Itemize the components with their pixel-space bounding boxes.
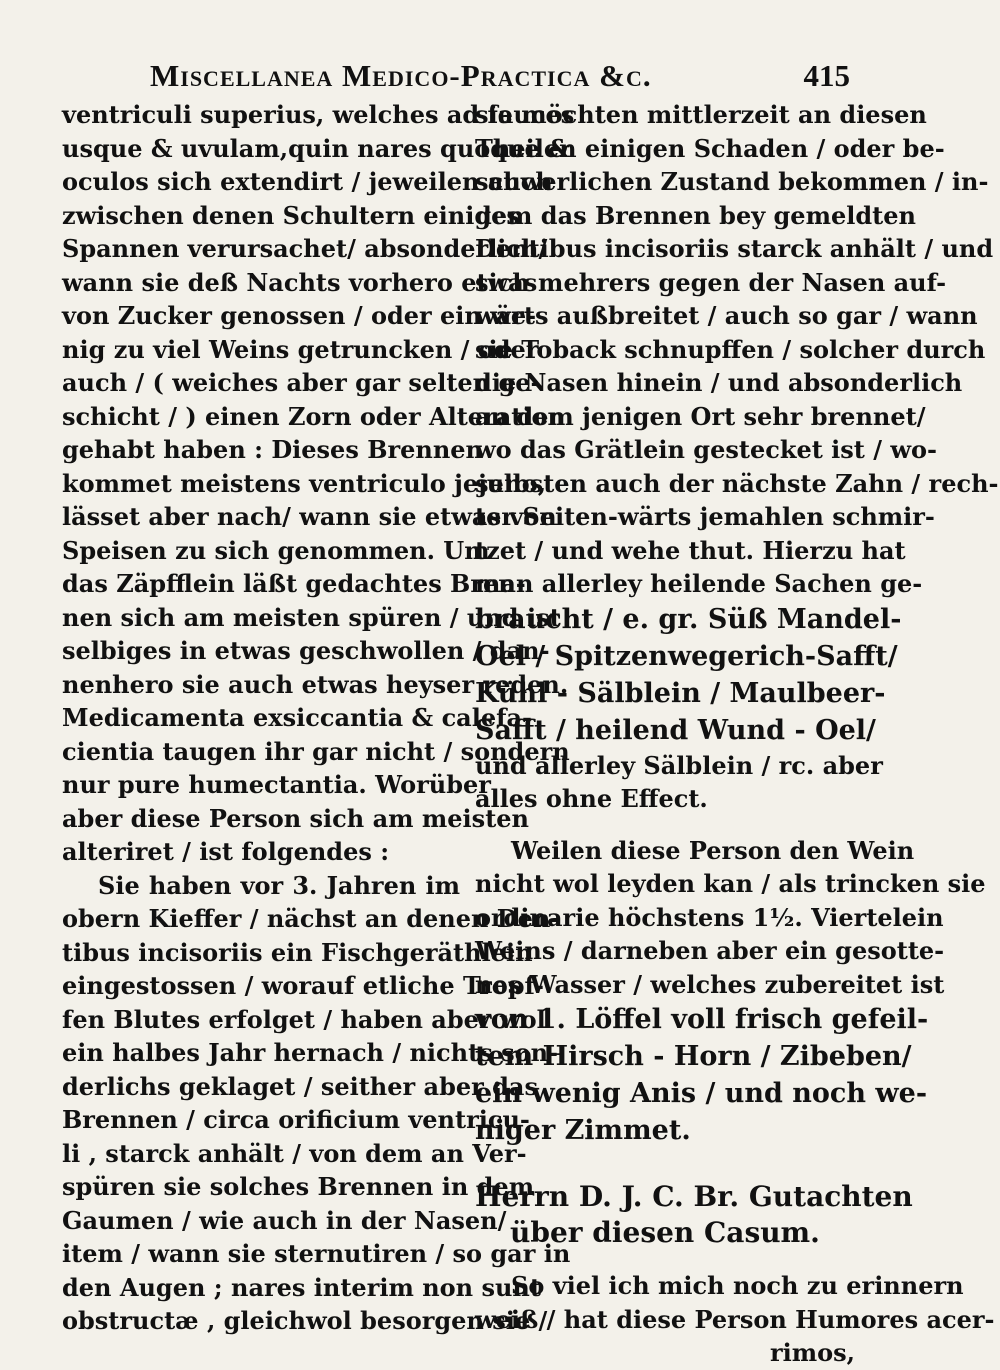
text-line: niger Zimmet.	[475, 1115, 691, 1146]
text-line: braucht / e. gr. Süß Mandel-	[475, 603, 902, 635]
section-heading: Herrn D. J. C. Br. Gutachten	[475, 1180, 913, 1213]
text-line: derlichs geklaget / seither aber das	[62, 1071, 538, 1101]
text-line: sie möchten mittlerzeit an diesen	[475, 100, 927, 129]
text-line: nes Wasser / welches zubereitet ist	[475, 969, 945, 999]
text-line: Safft / heilend Wund - Oel/	[475, 714, 876, 746]
text-line: item / wann sie sternutiren / so gar in	[62, 1239, 571, 1268]
text-line: usque & uvulam,quin nares quoque &	[62, 133, 570, 163]
text-line: Oel / Spitzenwegerich-Safft/	[475, 640, 898, 672]
text-line: ein halbes Jahr hernach / nichts son-	[62, 1038, 558, 1067]
text-line: li , starck anhält / von dem an Ver-	[62, 1138, 527, 1168]
section-subheading: über diesen Casum.	[510, 1216, 820, 1249]
text-line: fen Blutes erfolget / haben aber wol	[62, 1004, 546, 1034]
text-line: alteriret / ist folgendes :	[62, 837, 390, 866]
right-column	[475, 98, 999, 1370]
text-line: den Augen ; nares interim non sunt	[62, 1272, 541, 1302]
text-line: tzet / und wehe thut. Hierzu hat	[475, 535, 906, 565]
text-line: lässet aber nach/ wann sie etwas von	[62, 502, 557, 531]
text-line: So viel ich mich noch zu erinnern	[511, 1271, 964, 1300]
text-line: Theilen einigen Schaden / oder be-	[475, 133, 945, 163]
text-line: Weilen diese Person den Wein	[511, 835, 915, 865]
text-line: die Nasen hinein / und absonderlich	[475, 368, 963, 397]
text-line: nicht wol leyden kan / als trincken sie	[475, 869, 986, 898]
text-line: oculos sich extendirt / jeweilen auch	[62, 167, 553, 196]
text-line: obstructæ , gleichwol besorgen sie /	[62, 1306, 548, 1335]
text-line: Speisen zu sich genommen. Um	[62, 535, 490, 565]
text-line: Gaumen / wie auch in der Nasen/	[62, 1205, 507, 1235]
text-line: man allerley heilende Sachen ge-	[475, 569, 923, 598]
text-line: von 1. Löffel voll frisch gefeil-	[475, 1004, 929, 1035]
text-line: spüren sie solches Brennen in dem	[62, 1172, 535, 1201]
text-line: wärts außbreitet / auch so gar / wann	[475, 301, 978, 330]
text-line: Dentibus incisoriis starck anhält / und	[475, 234, 994, 263]
text-line: nig zu viel Weins getruncken / oder	[62, 334, 539, 364]
running-title: Miscellanea Medico-Practica &c.	[150, 58, 652, 93]
text-line: selbsten auch der nächste Zahn / rech-	[475, 468, 999, 498]
text-line: tem Hirsch - Horn / Zibeben/	[475, 1041, 912, 1072]
section-gap	[475, 1149, 855, 1179]
left-column	[62, 98, 575, 1338]
paragraph-gap	[475, 816, 855, 834]
text-line: gehabt haben : Dieses Brennen	[62, 435, 484, 464]
text-line: nenhero sie auch etwas heyser reden.	[62, 669, 569, 699]
text-line: und allerley Sälblein / rc. aber	[475, 750, 883, 780]
paragraph-gap	[475, 1251, 855, 1269]
text-line: ein wenig Anis / und noch we-	[475, 1078, 928, 1109]
text-line: nen sich am meisten spüren / und ist	[62, 602, 561, 632]
text-line: eingestossen / worauf etliche Tropf-	[62, 971, 544, 1000]
text-line: Spannen verursachet/ absonderlich/	[62, 234, 548, 263]
text-line: das Zäpfflein läßt gedachtes Bren-	[62, 569, 526, 598]
text-line: ter Seiten-wärts jemahlen schmir-	[475, 502, 935, 531]
text-line: obern Kieffer / nächst an denen Den-	[62, 904, 561, 933]
text-line: selbiges in etwas geschwollen / dan-	[62, 636, 550, 665]
text-line: ordinarie höchstens 1½. Viertelein	[475, 902, 944, 932]
text-line: weiß / hat diese Person Humores acer-	[475, 1304, 995, 1334]
text-line: alles ohne Effect.	[475, 784, 708, 813]
text-line: Weins / darneben aber ein gesotte-	[475, 936, 945, 965]
text-line: sie Toback schnupffen / solcher durch	[475, 334, 986, 364]
text-line: dem das Brennen bey gemeldten	[475, 200, 916, 230]
running-header	[150, 58, 860, 98]
text-line: wann sie deß Nachts vorhero etwas	[62, 267, 538, 297]
text-line: rimos,	[769, 1338, 855, 1367]
text-line: sich mehrers gegen der Nasen auf-	[475, 267, 947, 297]
text-line: wo das Grätlein gestecket ist / wo-	[475, 435, 937, 464]
text-line: Kühl - Sälblein / Maulbeer-	[475, 677, 886, 709]
page-number: 415	[803, 58, 850, 93]
text-line: nur pure humectantia. Worüber	[62, 770, 491, 799]
text-line: cientia taugen ihr gar nicht / sondern	[62, 736, 570, 766]
text-line: an dem jenigen Ort sehr brennet/	[475, 401, 926, 431]
text-line: Sie haben vor 3. Jahren im	[98, 870, 460, 900]
text-line: Brennen / circa orificium ventricu-	[62, 1105, 530, 1134]
text-line: auch / ( weiches aber gar selten ge-	[62, 368, 541, 397]
text-line: schicht / ) einen Zorn oder Alteration	[62, 401, 565, 431]
text-line: aber diese Person sich am meisten	[62, 803, 529, 833]
text-line: kommet meistens ventriculo jejuno,	[62, 468, 547, 498]
text-line: ventriculi superius, welches ad fauces	[62, 100, 575, 129]
text-line: Medicamenta exsiccantia & calefa-	[62, 703, 532, 732]
text-line: von Zucker genossen / oder ein we-	[62, 301, 537, 330]
text-line: schwerlichen Zustand bekommen / in-	[475, 167, 989, 196]
text-line: zwischen denen Schultern einiges	[62, 200, 520, 230]
text-line: tibus incisoriis ein Fischgeräthlein	[62, 937, 533, 967]
